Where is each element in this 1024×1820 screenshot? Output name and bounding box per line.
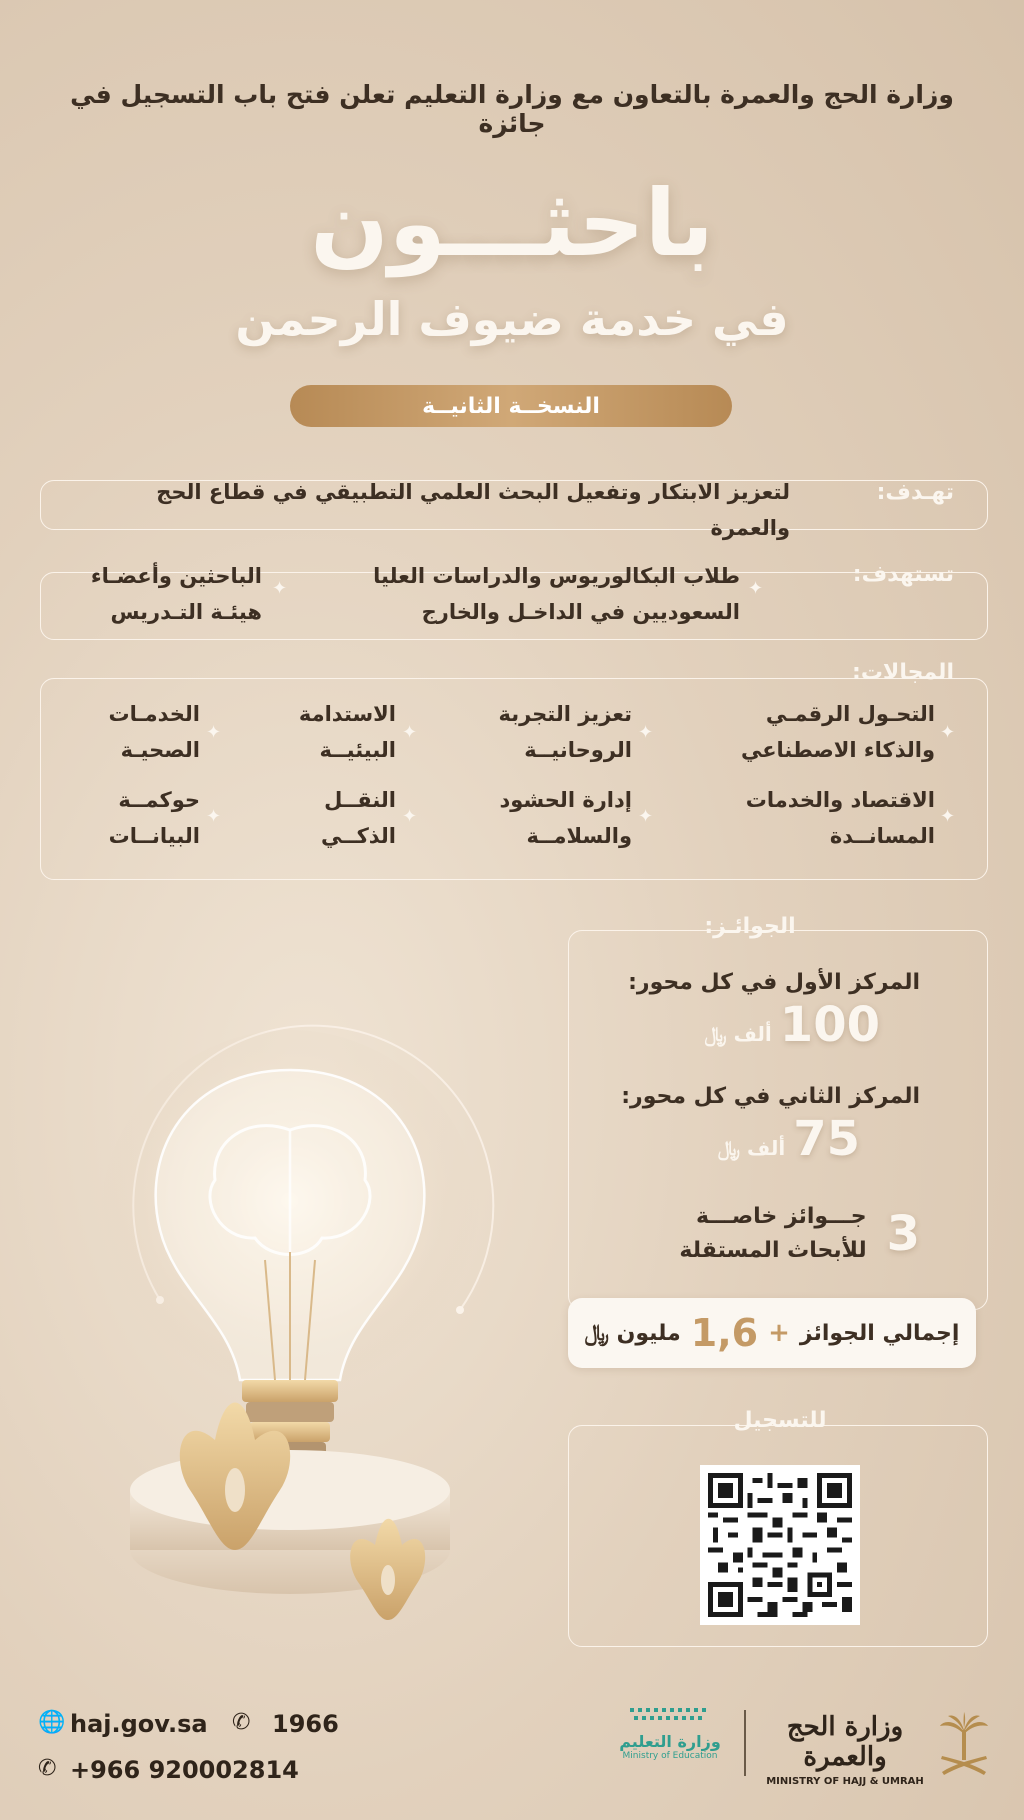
field-item — [725, 696, 935, 768]
palm-swords-emblem-icon — [936, 1712, 992, 1778]
phone-icon: ✆ — [38, 1756, 57, 1781]
target-item — [50, 558, 262, 630]
field-item-line2: الروحانيــة — [524, 738, 632, 762]
target-item-line2: السعوديين في الداخـل والخارج — [421, 600, 740, 624]
phone-icon: ✆ — [232, 1710, 251, 1735]
moe-name-en: Ministry of Education — [622, 1751, 718, 1761]
lightbulb-illustration — [60, 990, 520, 1650]
first-prize — [600, 970, 920, 1053]
field-item-line2: البيانــات — [108, 824, 200, 848]
award-subtitle: في خدمة ضيوف الرحمن — [235, 292, 789, 346]
phone-number[interactable]: +966 920002814 — [70, 1756, 299, 1784]
second-prize-unit: ألف ﷼ — [717, 1136, 786, 1160]
website-link[interactable]: haj.gov.sa — [70, 1710, 208, 1738]
sparkle-icon: ✦ — [272, 578, 288, 599]
special-prize-line2: للأبحاث المستقلة — [679, 1238, 867, 1263]
total-prizes-badge — [568, 1298, 976, 1368]
special-prize-count: 3 — [886, 1206, 920, 1262]
prizes-label: الجوائـز: — [704, 914, 796, 939]
hotline-number[interactable]: 1966 — [272, 1710, 339, 1738]
field-item-line1: الاقتصاد والخدمات — [745, 788, 935, 812]
sparkle-icon: ✦ — [638, 806, 654, 827]
first-prize-amount-row — [600, 997, 920, 1053]
field-item — [70, 782, 200, 854]
field-item-line1: الخدمـات — [108, 702, 200, 726]
edition-badge: النسخــة الثانيــة — [290, 385, 732, 427]
globe-icon: 🌐 — [38, 1710, 66, 1735]
first-prize-unit: ألف ﷼ — [704, 1022, 772, 1046]
target-item — [340, 558, 740, 630]
field-item-line2: المسانــدة — [829, 824, 935, 848]
field-item-line1: تعزيز التجربة — [498, 702, 632, 726]
announcement-text: وزارة الحج والعمرة بالتعاون مع وزارة التعليم تعلن فتح باب التسجيل في جائزة — [70, 80, 954, 138]
total-prizes-unit: مليون ﷼ — [584, 1320, 681, 1346]
second-prize-amount: 75 — [793, 1111, 860, 1167]
award-title: باحثـــون — [310, 170, 714, 277]
field-item-line2: والذكاء الاصطناعي — [740, 738, 935, 762]
moe-name-ar: وزارة التعليم — [619, 1732, 721, 1751]
field-item-line2: الصحيـة — [120, 738, 200, 762]
target-label: تستهدف: — [852, 562, 954, 587]
field-item-line1: التحـول الرقمـي — [765, 702, 935, 726]
field-item-line1: النقــل — [324, 788, 396, 812]
target-item-line1: الباحثين وأعضـاء — [90, 564, 262, 588]
field-item — [470, 782, 632, 854]
field-item — [70, 696, 200, 768]
moe-pattern-icon — [620, 1706, 720, 1728]
sparkle-icon: ✦ — [940, 806, 956, 827]
qr-code-icon — [708, 1473, 852, 1617]
special-prize-text — [679, 1200, 866, 1268]
sparkle-icon: ✦ — [748, 578, 764, 599]
field-item-line1: الاستدامة — [298, 702, 396, 726]
moh-name-en: MINISTRY OF HAJJ & UMRAH — [766, 1776, 924, 1787]
field-item — [270, 782, 396, 854]
sparkle-icon: ✦ — [402, 806, 418, 827]
logo-divider — [744, 1710, 746, 1776]
total-prizes-amount: 1,6 — [690, 1311, 759, 1355]
ministry-of-education-logo — [600, 1706, 740, 1761]
field-item-line1: إدارة الحشود — [499, 788, 632, 812]
goal-text: لتعزيز الابتكار وتفعيل البحث العلمي التطبيقي في قطاع الحج والعمرة — [156, 480, 790, 540]
field-item — [470, 696, 632, 768]
special-prize-line1: جـــوائز خاصـــة — [695, 1204, 867, 1229]
sparkle-icon: ✦ — [206, 806, 222, 827]
field-item-line2: الذكــي — [320, 824, 396, 848]
target-item-line1: طلاب البكالوريوس والدراسات العليا — [373, 564, 740, 588]
sparkle-icon: ✦ — [638, 722, 654, 743]
special-prizes — [600, 1200, 920, 1268]
target-item-line2: هيئـة التـدريس — [110, 600, 262, 624]
first-prize-amount: 100 — [779, 997, 880, 1053]
second-prize-amount-row — [600, 1111, 920, 1167]
sparkle-icon: ✦ — [940, 722, 956, 743]
first-prize-label: المركز الأول في كل محور: — [628, 970, 920, 995]
registration-qr-code[interactable] — [700, 1465, 860, 1625]
sparkle-icon: ✦ — [402, 722, 418, 743]
field-item-line2: والسلامــة — [526, 824, 632, 848]
total-prizes-plus: + — [768, 1318, 790, 1348]
field-item — [270, 696, 396, 768]
sparkle-icon: ✦ — [206, 722, 222, 743]
total-prizes-label: إجمالي الجوائز — [799, 1320, 960, 1346]
field-item-line1: حوكمــة — [118, 788, 200, 812]
fields-label: المجالات: — [852, 660, 954, 685]
second-prize — [600, 1084, 920, 1167]
second-prize-label: المركز الثاني في كل محور: — [621, 1084, 920, 1109]
register-label: للتسجيل — [733, 1408, 827, 1433]
field-item — [725, 782, 935, 854]
goal-label: تهـدف: — [876, 480, 954, 505]
ministry-of-hajj-logo — [760, 1712, 930, 1787]
moh-name-ar: وزارة الحج والعمرة — [786, 1712, 904, 1772]
field-item-line2: البيئيــة — [319, 738, 396, 762]
